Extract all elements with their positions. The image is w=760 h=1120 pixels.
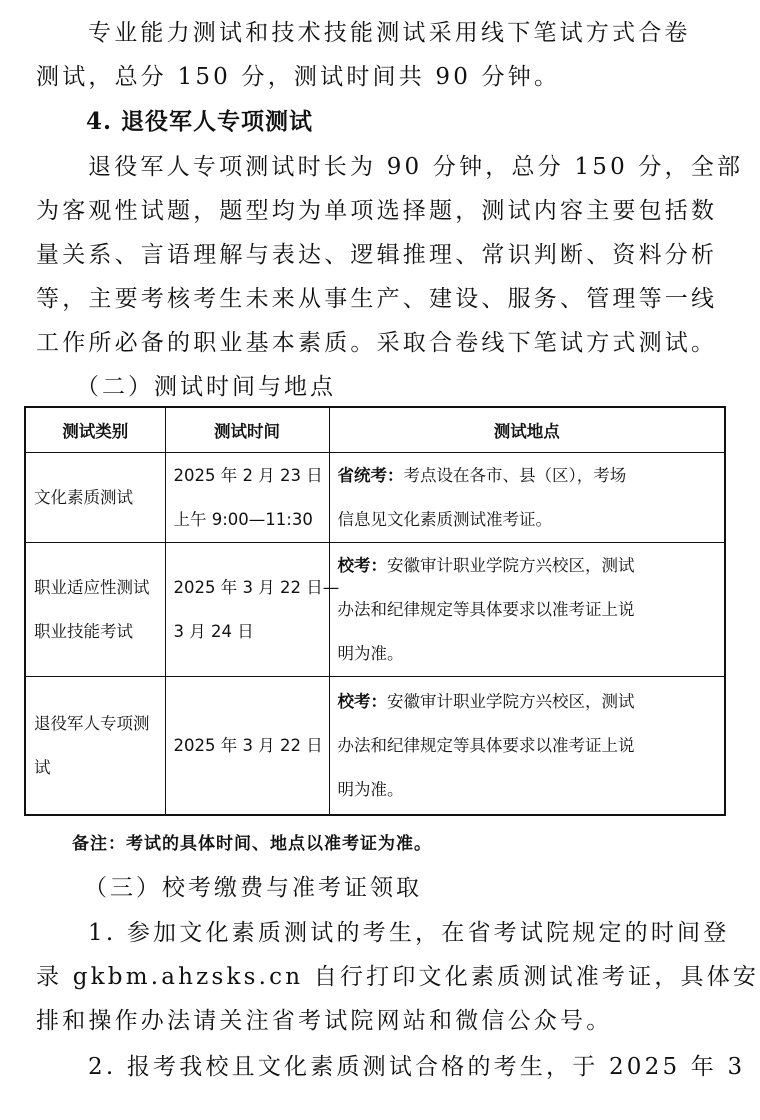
cell-place: 校考：安徽审计职业学院方兴校区，测试 办法和纪律规定等具体要求以准考证上说 明为准。 xyxy=(329,677,725,815)
table-header-row xyxy=(25,407,725,453)
table-note: 备注：考试的具体时间、地点以准考证为准。 xyxy=(72,834,432,854)
table-row xyxy=(25,453,725,543)
cell-category: 职业适应性测试 职业技能考试 xyxy=(25,543,165,677)
header-category: 测试类别 xyxy=(25,407,165,453)
paragraph-line: 2. 报考我校且文化素质测试合格的考生，于 2025 年 3 xyxy=(88,1054,746,1080)
section-heading-3: （三）校考缴费与准考证领取 xyxy=(84,875,422,901)
paragraph-line: 工作所必备的职业基本素质。采取合卷线下笔试方式测试。 xyxy=(36,330,718,356)
paragraph-line: 退役军人专项测试时长为 90 分钟，总分 150 分，全部 xyxy=(88,154,744,180)
cell-place: 省统考：考点设在各市、县（区），考场 信息见文化素质测试准考证。 xyxy=(329,453,725,543)
paragraph-line: 为客观性试题，题型均为单项选择题，测试内容主要包括数 xyxy=(36,198,718,224)
cell-time: 2025 年 3 月 22 日— 3 月 24 日 xyxy=(165,543,329,677)
schedule-table xyxy=(24,406,726,816)
section-heading-2: （二）测试时间与地点 xyxy=(76,374,336,400)
table-row xyxy=(25,543,725,677)
paragraph-line: 录 gkbm.ahzsks.cn 自行打印文化素质测试准考证，具体安 xyxy=(36,964,760,990)
header-time: 测试时间 xyxy=(165,407,329,453)
cell-category: 退役军人专项测 试 xyxy=(25,677,165,815)
place-label: 省统考： xyxy=(337,465,404,485)
place-label: 校考： xyxy=(337,555,387,575)
cell-category: 文化素质测试 xyxy=(25,453,165,543)
paragraph-line: 专业能力测试和技术技能测试采用线下笔试方式合卷 xyxy=(88,20,691,46)
cell-time: 2025 年 3 月 22 日 xyxy=(165,677,329,815)
section-heading-4: 4. 退役军人专项测试 xyxy=(86,108,314,135)
cell-time: 2025 年 2 月 23 日 上午 9:00—11:30 xyxy=(165,453,329,543)
paragraph-line: 等，主要考核考生未来从事生产、建设、服务、管理等一线 xyxy=(36,286,718,312)
place-label: 校考： xyxy=(337,691,387,711)
paragraph-line: 量关系、言语理解与表达、逻辑推理、常识判断、资料分析 xyxy=(36,242,718,268)
paragraph-line: 测试，总分 150 分，测试时间共 90 分钟。 xyxy=(36,64,561,90)
cell-place: 校考：安徽审计职业学院方兴校区，测试 办法和纪律规定等具体要求以准考证上说 明为准。 xyxy=(329,543,725,677)
paragraph-line: 排和操作办法请关注省考试院网站和微信公众号。 xyxy=(36,1008,613,1034)
paragraph-line: 1. 参加文化素质测试的考生，在省考试院规定的时间登 xyxy=(88,920,730,946)
header-place: 测试地点 xyxy=(329,407,725,453)
table-row xyxy=(25,677,725,815)
